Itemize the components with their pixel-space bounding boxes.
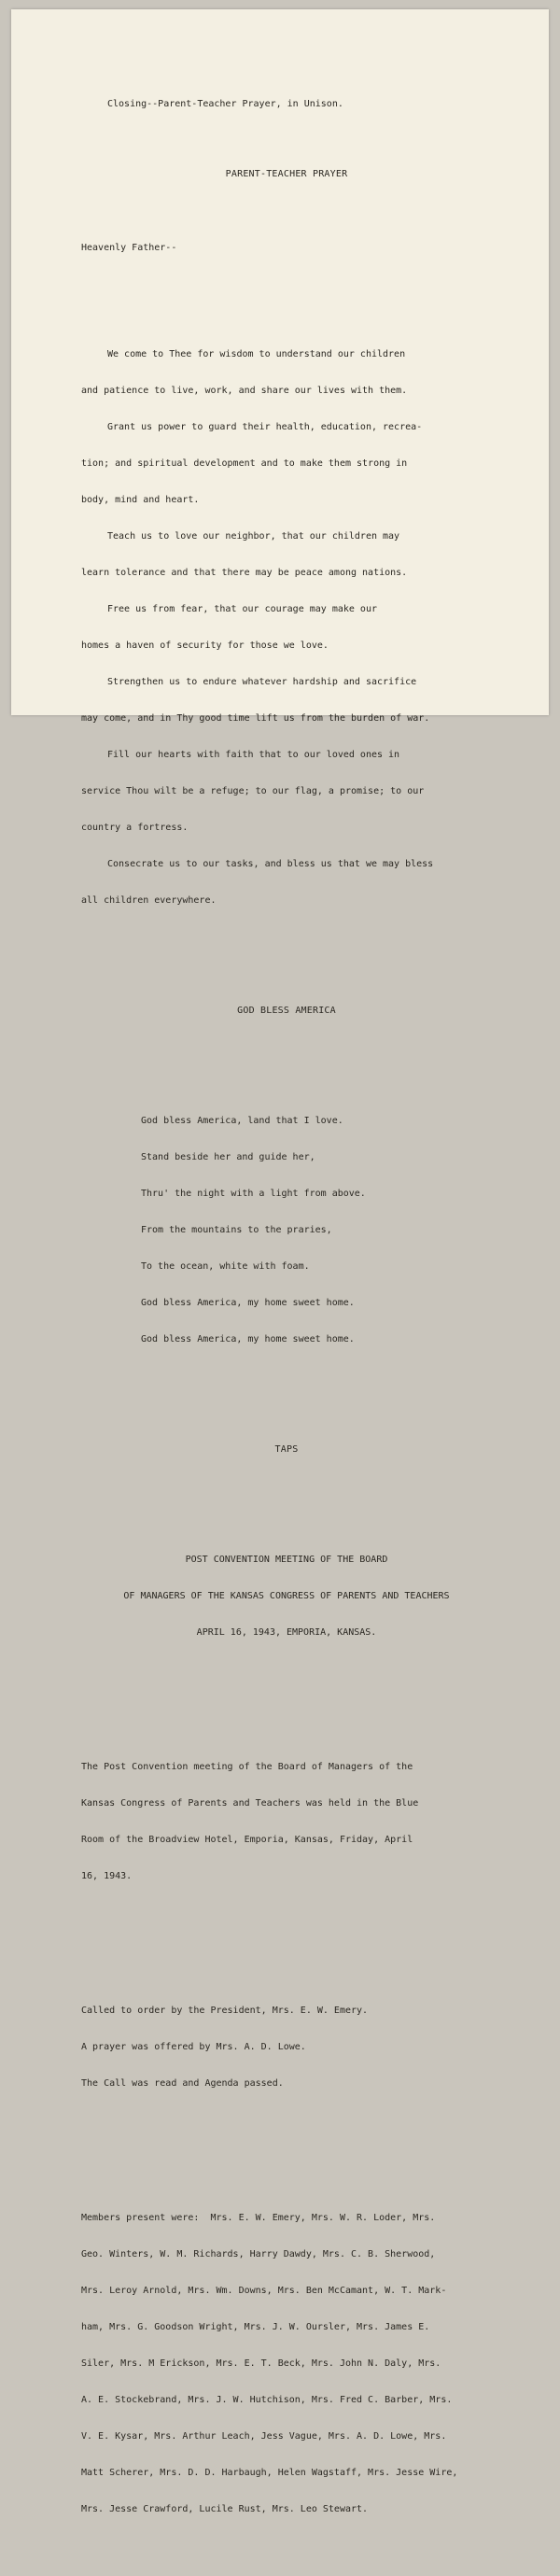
prayer-line: learn tolerance and that there may be peace among nations. — [81, 568, 408, 578]
prayer-text — [81, 324, 492, 931]
song-line: God bless America, my home sweet home. — [141, 1334, 355, 1344]
minutes-intro — [81, 1737, 492, 1907]
minutes-proceedings — [81, 1980, 492, 2114]
members-line: Siler, Mrs. M Erickson, Mrs. E. T. Beck, Mrs. John N. Daly, Mrs. — [81, 2358, 441, 2369]
song-line: Stand beside her and guide her, — [141, 1152, 315, 1162]
members-line: A. E. Stockebrand, Mrs. J. W. Hutchison, Mrs. Fred C. Barber, Mrs. — [81, 2395, 453, 2405]
song-line: Thru' the night with a light from above. — [141, 1189, 366, 1199]
document-page — [11, 9, 549, 2514]
members-line: ham, Mrs. G. Goodson Wright, Mrs. J. W. Oursler, Mrs. James E. — [81, 2322, 430, 2332]
minutes-line: Kansas Congress of Parents and Teachers was held in the Blue — [81, 1798, 419, 1809]
song-lyrics — [81, 1091, 492, 1370]
prayer-line: service Thou wilt be a refuge; to our flag, a promise; to our — [81, 786, 425, 796]
meeting-title — [81, 1529, 492, 1663]
prayer-line: body, mind and heart. — [81, 495, 200, 505]
minutes-line: 16, 1943. — [81, 1871, 133, 1881]
minutes-line: The Post Convention meeting of the Board of Managers of the — [81, 1762, 413, 1772]
members-line: Mrs. Leroy Arnold, Mrs. Wm. Downs, Mrs. Ben McCamant, W. T. Mark- — [81, 2286, 447, 2296]
prayer-line: Grant us power to guard their health, education, recrea- — [107, 422, 423, 432]
prayer-line: Teach us to love our neighbor, that our children may — [107, 531, 400, 542]
members-line: Matt Scherer, Mrs. D. D. Harbaugh, Helen Wagstaff, Mrs. Jesse Wire, — [81, 2468, 458, 2478]
prayer-line: and patience to live, work, and share our lives with them. — [81, 386, 408, 396]
meeting-title-line: POST CONVENTION MEETING OF THE BOARD — [185, 1555, 388, 1565]
members-line: Members present were: Mrs. E. W. Emery, Mrs. W. R. Loder, Mrs. — [81, 2213, 436, 2223]
song-line: God bless America, land that I love. — [141, 1116, 343, 1126]
taps-heading: TAPS — [274, 1444, 299, 1455]
prayer-line: Free us from fear, that our courage may make our — [107, 604, 377, 614]
minutes-line: Room of the Broadview Hotel, Emporia, Kansas, Friday, April — [81, 1835, 413, 1845]
document-body — [81, 62, 492, 2576]
song-line: To the ocean, white with foam. — [141, 1261, 310, 1272]
song-heading: GOD BLESS AMERICA — [237, 1006, 336, 1016]
prayer-line: country a fortress. — [81, 823, 189, 833]
prayer-line: homes a haven of security for those we love. — [81, 640, 329, 651]
prayer-line: Consecrate us to our tasks, and bless us that we may bless — [107, 859, 434, 869]
minutes-line: A prayer was offered by Mrs. A. D. Lowe. — [81, 2042, 306, 2052]
meeting-title-line: APRIL 16, 1943, EMPORIA, KANSAS. — [196, 1627, 377, 1638]
closing-line: Closing--Parent-Teacher Prayer, in Unison. — [107, 99, 343, 109]
prayer-heading: PARENT-TEACHER PRAYER — [225, 169, 348, 179]
members-line: Geo. Winters, W. M. Richards, Harry Dawdy, Mrs. C. B. Sherwood, — [81, 2249, 436, 2259]
members-present — [81, 2188, 492, 2540]
prayer-line: We come to Thee for wisdom to understand our children — [107, 349, 406, 359]
prayer-salutation: Heavenly Father-- — [81, 243, 177, 253]
prayer-line: all children everywhere. — [81, 895, 217, 906]
members-line: V. E. Kysar, Mrs. Arthur Leach, Jess Vague, Mrs. A. D. Lowe, Mrs. — [81, 2431, 447, 2442]
prayer-line: may come, and in Thy good time lift us from the burden of war. — [81, 713, 430, 724]
minutes-line: Called to order by the President, Mrs. E. W. Emery. — [81, 2006, 369, 2016]
meeting-title-line: OF MANAGERS OF THE KANSAS CONGRESS OF PARENTS AND TEACHERS — [123, 1591, 450, 1601]
song-line: God bless America, my home sweet home. — [141, 1298, 355, 1308]
prayer-line: tion; and spiritual development and to make them strong in — [81, 458, 408, 469]
prayer-line: Fill our hearts with faith that to our loved ones in — [107, 750, 400, 760]
song-line: From the mountains to the praries, — [141, 1225, 332, 1235]
prayer-line: Strengthen us to endure whatever hardship and sacrifice — [107, 677, 417, 687]
minutes-line: The Call was read and Agenda passed. — [81, 2078, 284, 2089]
members-line: Mrs. Jesse Crawford, Lucile Rust, Mrs. Leo Stewart. — [81, 2504, 369, 2514]
